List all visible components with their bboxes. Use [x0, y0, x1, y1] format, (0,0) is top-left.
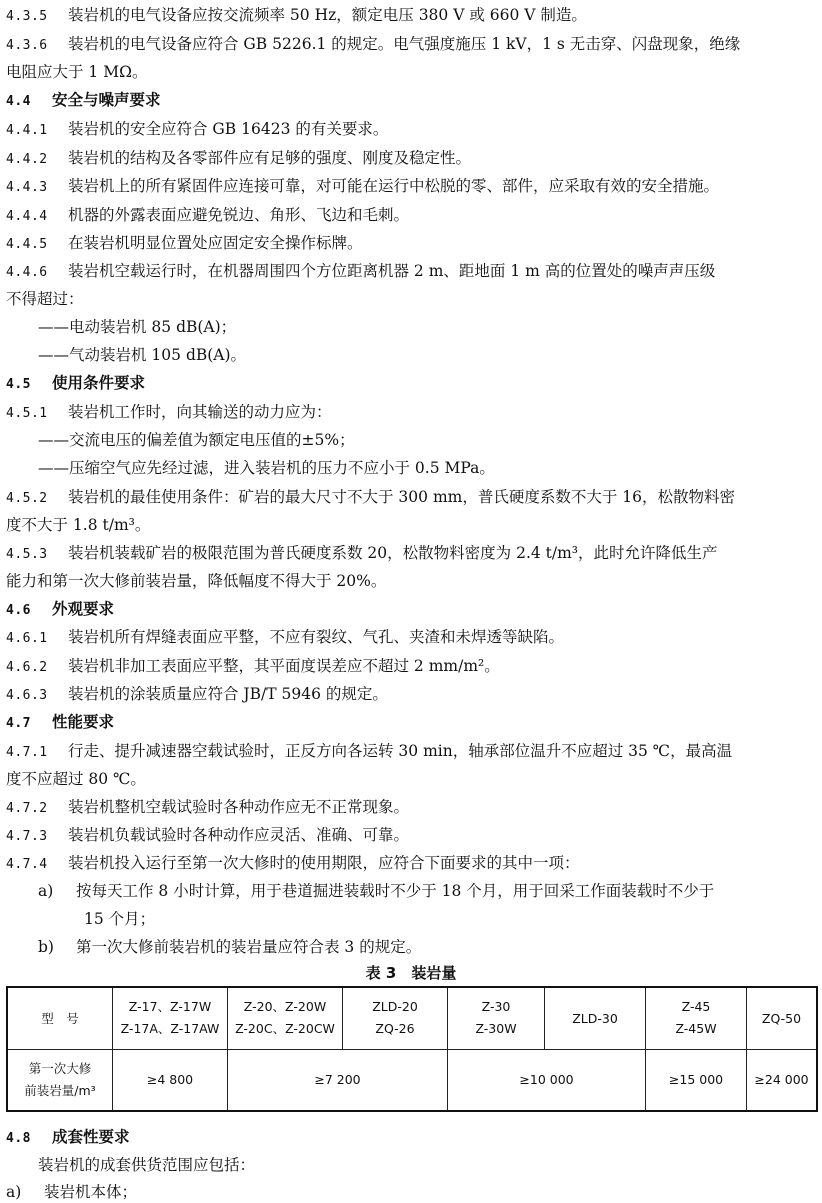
section-number: 4.7 [6, 716, 31, 731]
header-label: 型 号 [7, 987, 113, 1049]
dash-item: ——气动装岩机 105 dB(A)。 [38, 346, 247, 364]
value-cell: ≥15 000 [646, 1049, 747, 1111]
clause-number: 4.4.2 [6, 152, 48, 167]
section-4-5 [6, 373, 814, 395]
value-cell: ≥7 200 [228, 1049, 448, 1111]
model-cell [448, 987, 545, 1049]
section-4-7 [6, 712, 814, 734]
clause-4-7-3 [6, 825, 814, 847]
clause-4-5-3 [6, 543, 814, 565]
clause-number: 4.4.6 [6, 265, 48, 280]
clause-4-4-4 [6, 205, 814, 227]
clause-4-6-3 [6, 684, 814, 706]
dash-item: ——电动装岩机 85 dB(A)； [38, 318, 237, 336]
clause-4-4-3 [6, 176, 814, 198]
section-number: 4.8 [6, 1131, 31, 1146]
clause-text: 装岩机负载试验时各种动作应灵活、准确、可靠。 [68, 826, 410, 844]
clause-text: 在装岩机明显位置处应固定安全操作标牌。 [68, 234, 363, 252]
section-number: 4.4 [6, 94, 31, 109]
clause-continuation: 度不应超过 80 ℃。 [6, 770, 146, 788]
table-title: 表 3 装岩量 [365, 964, 457, 982]
clause-text: 装岩机的电气设备应按交流频率 50 Hz，额定电压 380 V 或 660 V 制造。 [68, 6, 587, 24]
section-title: 使用条件要求 [52, 374, 146, 392]
clause-4-3-5 [6, 5, 814, 27]
list-text: 按每天工作 8 小时计算，用于巷道掘进装载时不少于 18 个月，用于回采工作面装载时不少于 [76, 882, 715, 900]
clause-number: 4.6.1 [6, 631, 48, 646]
model-cell [228, 987, 343, 1049]
row-label [7, 1049, 113, 1111]
model-cell [646, 987, 747, 1049]
table-header-row [7, 987, 817, 1049]
table-3 [6, 986, 818, 1112]
value-cell: ≥24 000 [747, 1049, 818, 1111]
clause-number: 4.4.4 [6, 209, 48, 224]
clause-4-5-2 [6, 487, 814, 509]
clause-number: 4.7.3 [6, 829, 48, 844]
clause-number: 4.5.3 [6, 547, 48, 562]
model-name: Z-30W [475, 1021, 517, 1037]
clause-continuation: 度不大于 1.8 t/m³。 [6, 516, 151, 534]
clause-number: 4.3.6 [6, 38, 48, 53]
model-cell [545, 987, 646, 1049]
clause-4-6-1 [6, 627, 814, 649]
clause-text: 装岩机的涂装质量应符合 JB/T 5946 的规定。 [68, 685, 388, 703]
list-text: 第一次大修前装岩机的装岩量应符合表 3 的规定。 [76, 938, 422, 956]
clause-text: 装岩机整机空载试验时各种动作应无不正常现象。 [68, 798, 410, 816]
clause-text: 装岩机所有焊缝表面应平整，不应有裂纹、气孔、夹渣和未焊透等缺陷。 [68, 628, 565, 646]
clause-4-7-1 [6, 741, 814, 763]
clause-text: 装岩机工作时，向其输送的动力应为： [68, 403, 332, 421]
clause-text: 行走、提升减速器空载试验时，正反方向各运转 30 min，轴承部位温升不应超过 35 ℃，最高温 [68, 742, 733, 760]
model-name: Z-20C、Z-20CW [235, 1021, 335, 1037]
list-item-a [6, 1182, 814, 1202]
value-cell: ≥10 000 [448, 1049, 646, 1111]
clause-text: 装岩机投入运行至第一次大修时的使用期限，应符合下面要求的其中一项： [68, 854, 580, 872]
table-value-row [7, 1049, 817, 1111]
list-text: 装岩机本体； [44, 1183, 138, 1201]
clause-number: 4.4.1 [6, 123, 48, 138]
model-cell [747, 987, 818, 1049]
model-cell [343, 987, 448, 1049]
row-label-line: 前装岩量/m³ [24, 1082, 96, 1098]
clause-number: 4.4.3 [6, 180, 48, 195]
clause-continuation: 能力和第一次大修前装岩量，降低幅度不得大于 20%。 [6, 572, 387, 590]
model-name: Z-45 [681, 999, 711, 1015]
clause-number: 4.6.3 [6, 688, 48, 703]
clause-text: 装岩机的电气设备应符合 GB 5226.1 的规定。电气强度施压 1 kV，1 s 无击穿、闪盘现象，绝缘 [68, 35, 741, 53]
list-item-b [6, 937, 814, 957]
list-label: a) [6, 1183, 22, 1201]
clause-number: 4.7.1 [6, 745, 48, 760]
clause-text: 装岩机上的所有紧固件应连接可靠，对可能在运行中松脱的零、部件，应采取有效的安全措施。 [68, 177, 720, 195]
value-cell: ≥4 800 [113, 1049, 228, 1111]
list-continuation: 15 个月； [84, 910, 156, 928]
list-label: a) [38, 882, 54, 900]
clause-continuation: 电阻应大于 1 MΩ。 [6, 63, 148, 81]
dash-item: ——交流电压的偏差值为额定电压值的±5%； [38, 431, 355, 449]
model-name: Z-17A、Z-17AW [120, 1021, 220, 1037]
clause-4-4-2 [6, 148, 814, 170]
model-name: Z-30 [481, 999, 511, 1015]
section-number: 4.5 [6, 377, 31, 392]
section-4-8 [6, 1127, 814, 1149]
clause-text: 装岩机空载运行时，在机器周围四个方位距离机器 2 m、距地面 1 m 高的位置处的噪声声压级 [68, 262, 716, 280]
clause-4-4-6 [6, 261, 814, 283]
clause-continuation: 不得超过： [6, 290, 84, 308]
clause-text: 机器的外露表面应避免锐边、角形、飞边和毛刺。 [68, 206, 410, 224]
paragraph: 装岩机的成套供货范围应包括： [38, 1156, 256, 1174]
section-4-4 [6, 90, 814, 112]
clause-4-7-2 [6, 797, 814, 819]
clause-number: 4.7.2 [6, 801, 48, 816]
model-name: ZLD-30 [572, 1010, 618, 1026]
dash-item: ——压缩空气应先经过滤，进入装岩机的压力不应小于 0.5 MPa。 [38, 459, 495, 477]
clause-4-6-2 [6, 656, 814, 678]
clause-4-5-1 [6, 402, 814, 424]
clause-4-4-5 [6, 233, 814, 255]
section-title: 外观要求 [52, 600, 115, 618]
model-name: Z-45W [675, 1021, 717, 1037]
clause-number: 4.3.5 [6, 9, 48, 24]
clause-text: 装岩机的结构及各零部件应有足够的强度、刚度及稳定性。 [68, 149, 472, 167]
section-number: 4.6 [6, 603, 31, 618]
list-label: b) [38, 938, 54, 956]
clause-number: 4.4.5 [6, 237, 48, 252]
section-title: 成套性要求 [52, 1128, 130, 1146]
clause-4-7-4 [6, 853, 814, 875]
model-name: Z-17、Z-17W [128, 999, 212, 1015]
model-name: ZQ-50 [761, 1010, 802, 1026]
clause-number: 4.5.2 [6, 491, 48, 506]
model-name: Z-20、Z-20W [243, 999, 327, 1015]
clause-text: 装岩机的最佳使用条件：矿岩的最大尺寸不大于 300 mm，普氏硬度系数不大于 16，松散物料密 [68, 488, 735, 506]
clause-4-3-6 [6, 34, 814, 56]
clause-number: 4.7.4 [6, 857, 48, 872]
list-item-a [6, 881, 814, 901]
section-4-6 [6, 599, 814, 621]
model-cell [113, 987, 228, 1049]
clause-4-4-1 [6, 119, 814, 141]
clause-number: 4.5.1 [6, 406, 48, 421]
row-label-line: 第一次大修 [28, 1060, 92, 1076]
model-name: ZQ-26 [375, 1021, 415, 1037]
clause-text: 装岩机的安全应符合 GB 16423 的有关要求。 [68, 120, 389, 138]
section-title: 性能要求 [52, 713, 115, 731]
model-name: ZLD-20 [372, 999, 418, 1015]
clause-text: 装岩机装载矿岩的极限范围为普氏硬度系数 20，松散物料密度为 2.4 t/m³，此时允许降低生产 [68, 544, 718, 562]
clause-text: 装岩机非加工表面应平整，其平面度误差应不超过 2 mm/m²。 [68, 657, 500, 675]
section-title: 安全与噪声要求 [52, 91, 161, 109]
clause-number: 4.6.2 [6, 660, 48, 675]
